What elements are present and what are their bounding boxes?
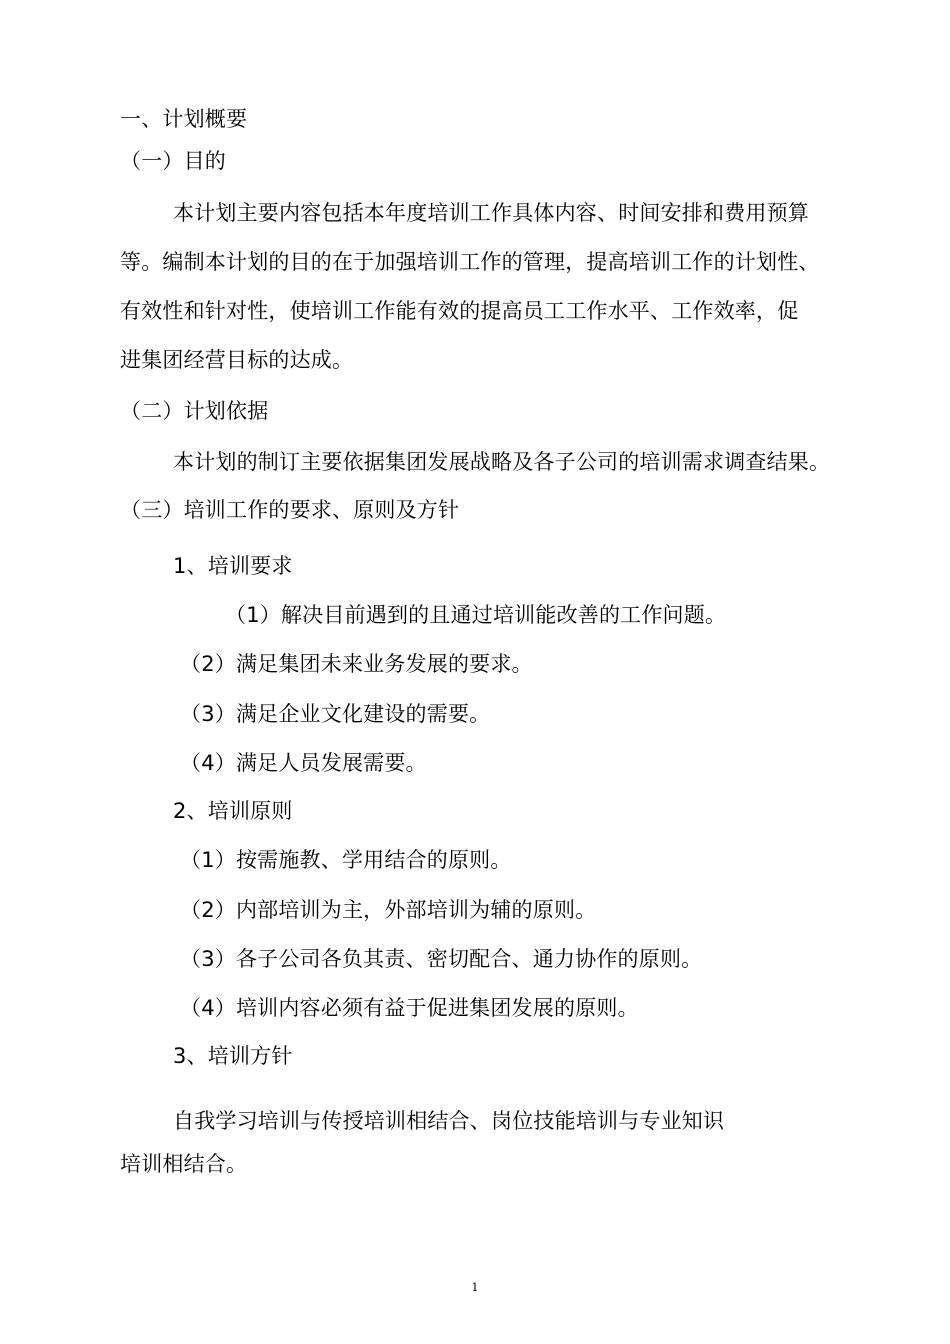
subsection-title-requirements: 1、培训要求 <box>173 554 293 578</box>
section-title-requirements-principles-policy: （三）培训工作的要求、原则及方针 <box>120 498 460 522</box>
principle-item: （2）内部培训为主，外部培训为辅的原则。 <box>180 898 597 922</box>
requirement-item: （2）满足集团未来业务发展的要求。 <box>180 652 533 676</box>
purpose-paragraph-line: 进集团经营目标的达成。 <box>120 348 354 372</box>
requirement-item: （1）解决目前遇到的且通过培训能改善的工作问题。 <box>225 603 727 627</box>
purpose-paragraph-line: 本计划主要内容包括本年度培训工作具体内容、时间安排和费用预算 <box>173 201 809 225</box>
basis-paragraph: 本计划的制订主要依据集团发展战略及各子公司的培训需求调查结果。 <box>173 450 831 474</box>
subsection-title-policy: 3、培训方针 <box>173 1044 293 1068</box>
section-title-purpose: （一）目的 <box>120 149 226 173</box>
subsection-title-principles: 2、培训原则 <box>173 799 293 823</box>
requirement-item: （4）满足人员发展需要。 <box>180 751 427 775</box>
purpose-paragraph-line: 有效性和针对性，使培训工作能有效的提高员工工作水平、工作效率，促 <box>120 299 799 323</box>
principle-item: （4）培训内容必须有益于促进集团发展的原则。 <box>180 996 639 1020</box>
policy-paragraph-line: 培训相结合。 <box>120 1152 248 1176</box>
page-number: 1 <box>471 1281 479 1294</box>
principle-item: （3）各子公司各负其责、密切配合、通力协作的原则。 <box>180 947 703 971</box>
heading-plan-overview: 一、计划概要 <box>120 107 248 131</box>
principle-item: （1）按需施教、学用结合的原则。 <box>180 848 512 872</box>
requirement-item: （3）满足企业文化建设的需要。 <box>180 702 491 726</box>
purpose-paragraph-line: 等。编制本计划的目的在于加强培训工作的管理，提高培训工作的计划性、 <box>120 250 820 274</box>
section-title-basis: （二）计划依据 <box>120 399 269 423</box>
policy-paragraph-line: 自我学习培训与传授培训相结合、岗位技能培训与专业知识 <box>173 1109 725 1133</box>
